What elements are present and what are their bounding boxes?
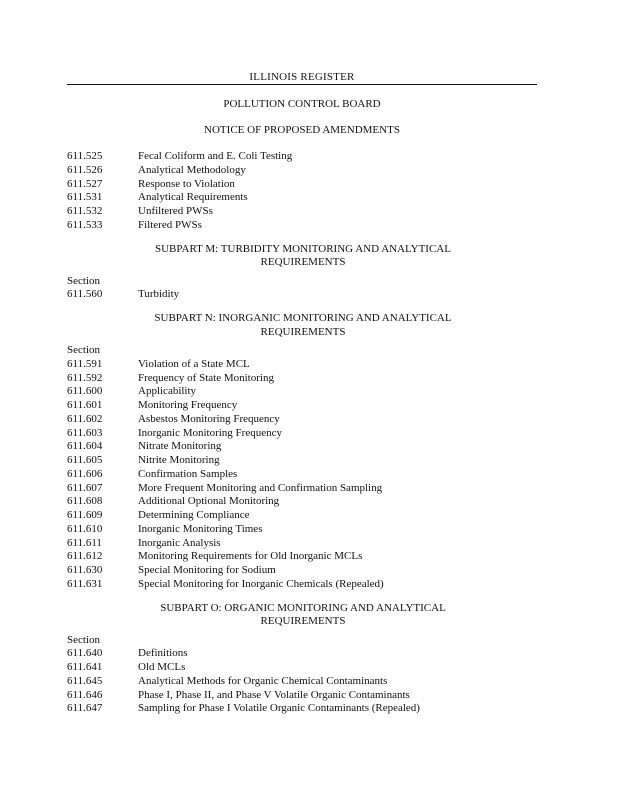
section-number: 611.591: [67, 357, 103, 370]
section-title: Inorganic Monitoring Times: [138, 522, 263, 535]
subpart-heading-line2: REQUIREMENTS: [260, 615, 346, 627]
section-number: 611.646: [67, 688, 103, 701]
subpart-heading: [138, 602, 468, 629]
subpart-heading: [138, 243, 468, 270]
section-row: [67, 219, 537, 233]
section-row: [67, 427, 537, 441]
register-header: [67, 71, 537, 85]
section-row: [67, 523, 537, 537]
section-title: Asbestos Monitoring Frequency: [138, 412, 280, 425]
section-row: [67, 661, 537, 675]
section-number: 611.527: [67, 177, 103, 190]
group-spacer: [67, 592, 537, 602]
section-title: Frequency of State Monitoring: [138, 371, 274, 384]
section-label: Section: [67, 344, 100, 356]
section-title: Special Monitoring for Inorganic Chemicals (Repealed): [138, 577, 384, 590]
section-label: Section: [67, 274, 100, 287]
section-row: [67, 468, 537, 482]
section-number: 611.640: [67, 647, 103, 660]
section-row: [67, 564, 537, 578]
section-group: [67, 150, 537, 233]
section-row: [67, 164, 537, 178]
section-list: [67, 150, 537, 716]
section-number: 611.605: [67, 454, 103, 466]
section-row: [67, 288, 537, 302]
group-spacer: [67, 302, 537, 312]
section-title: Response to Violation: [138, 177, 235, 190]
section-title: Special Monitoring for Sodium: [138, 564, 276, 576]
board-title: POLLUTION CONTROL BOARD: [223, 98, 381, 110]
section-row: [67, 205, 537, 219]
section-title: Fecal Coliform and E. Coli Testing: [138, 150, 293, 162]
section-number: 611.630: [67, 564, 103, 576]
section-row: [67, 689, 537, 703]
subpart-heading-line1: SUBPART M: TURBIDITY MONITORING AND ANALYTICAL: [155, 242, 451, 255]
section-number: 611.533: [67, 218, 103, 231]
section-title: Inorganic Monitoring Frequency: [138, 426, 282, 439]
section-title: Phase I, Phase II, and Phase V Volatile Organic Contaminants: [138, 688, 410, 701]
section-group: [67, 592, 537, 717]
section-row: [67, 372, 537, 386]
section-row: [67, 495, 537, 509]
section-number: 611.531: [67, 191, 103, 204]
section-title: Determining Compliance: [138, 509, 250, 521]
section-title: Turbidity: [138, 288, 180, 301]
section-title: Applicability: [138, 385, 197, 398]
section-title: Old MCLs: [138, 661, 186, 673]
section-number: 611.609: [67, 509, 103, 521]
section-title: Definitions: [138, 647, 188, 660]
section-row: [67, 675, 537, 689]
section-number: 611.525: [67, 150, 103, 162]
subpart-heading-line1: SUBPART O: ORGANIC MONITORING AND ANALYTICAL: [160, 601, 446, 614]
section-title: Additional Optional Monitoring: [138, 495, 280, 508]
section-row: [67, 454, 537, 468]
section-row: [67, 385, 537, 399]
section-number: 611.641: [67, 661, 103, 673]
section-title: Monitoring Requirements for Old Inorganic MCLs: [138, 550, 363, 563]
section-row: [67, 358, 537, 372]
section-row: [67, 482, 537, 496]
subpart-heading-line2: REQUIREMENTS: [260, 256, 346, 268]
section-row: [67, 413, 537, 427]
section-number: 611.602: [67, 412, 103, 425]
section-title: Sampling for Phase I Volatile Organic Contaminants (Repealed): [138, 702, 420, 715]
section-number: 611.647: [67, 702, 103, 715]
section-row: [67, 702, 537, 716]
subpart-heading: [138, 312, 468, 339]
section-number: 611.631: [67, 577, 103, 590]
section-number: 611.607: [67, 481, 103, 494]
section-row: [67, 440, 537, 454]
section-number: 611.645: [67, 674, 103, 687]
section-title: Monitoring Frequency: [138, 399, 238, 411]
section-title: Filtered PWSs: [138, 218, 202, 231]
section-group: [67, 302, 537, 592]
section-number: 611.604: [67, 440, 103, 453]
section-title: Analytical Methods for Organic Chemical Contaminants: [138, 674, 388, 687]
notice-title: NOTICE OF PROPOSED AMENDMENTS: [204, 124, 400, 136]
section-row: [67, 578, 537, 592]
register-title: ILLINOIS REGISTER: [249, 71, 355, 83]
section-title: Inorganic Analysis: [138, 536, 221, 549]
section-title: Unfiltered PWSs: [138, 205, 213, 217]
section-row: [67, 550, 537, 564]
section-title: Nitrite Monitoring: [138, 454, 220, 466]
section-number: 611.526: [67, 163, 103, 176]
subpart-heading-line2: REQUIREMENTS: [260, 325, 346, 338]
section-row: [67, 537, 537, 551]
section-row: [67, 509, 537, 523]
section-number: 611.560: [67, 288, 103, 301]
section-row: [67, 647, 537, 661]
section-number: 611.601: [67, 399, 103, 411]
section-row: [67, 191, 537, 205]
section-number: 611.606: [67, 467, 103, 480]
section-row: [67, 399, 537, 413]
section-number: 611.592: [67, 371, 103, 384]
section-title: Analytical Methodology: [138, 163, 246, 176]
section-number: 611.603: [67, 426, 103, 439]
section-title: More Frequent Monitoring and Confirmation Sampling: [138, 481, 383, 494]
section-label: Section: [67, 633, 100, 646]
section-row: [67, 178, 537, 192]
header-rule: [67, 84, 537, 85]
section-title: Analytical Requirements: [138, 191, 248, 204]
section-number: 611.600: [67, 385, 103, 398]
section-row: [67, 150, 537, 164]
section-number: 611.612: [67, 550, 103, 563]
section-number: 611.608: [67, 495, 103, 508]
subpart-heading-line1: SUBPART N: INORGANIC MONITORING AND ANALYTICAL: [154, 312, 452, 324]
section-title: Violation of a State MCL: [138, 357, 250, 370]
section-title: Nitrate Monitoring: [138, 440, 222, 453]
group-spacer: [67, 233, 537, 243]
section-number: 611.610: [67, 522, 103, 535]
section-number: 611.611: [67, 536, 102, 549]
section-number: 611.532: [67, 205, 103, 217]
section-title: Confirmation Samples: [138, 467, 238, 480]
section-group: [67, 233, 537, 303]
